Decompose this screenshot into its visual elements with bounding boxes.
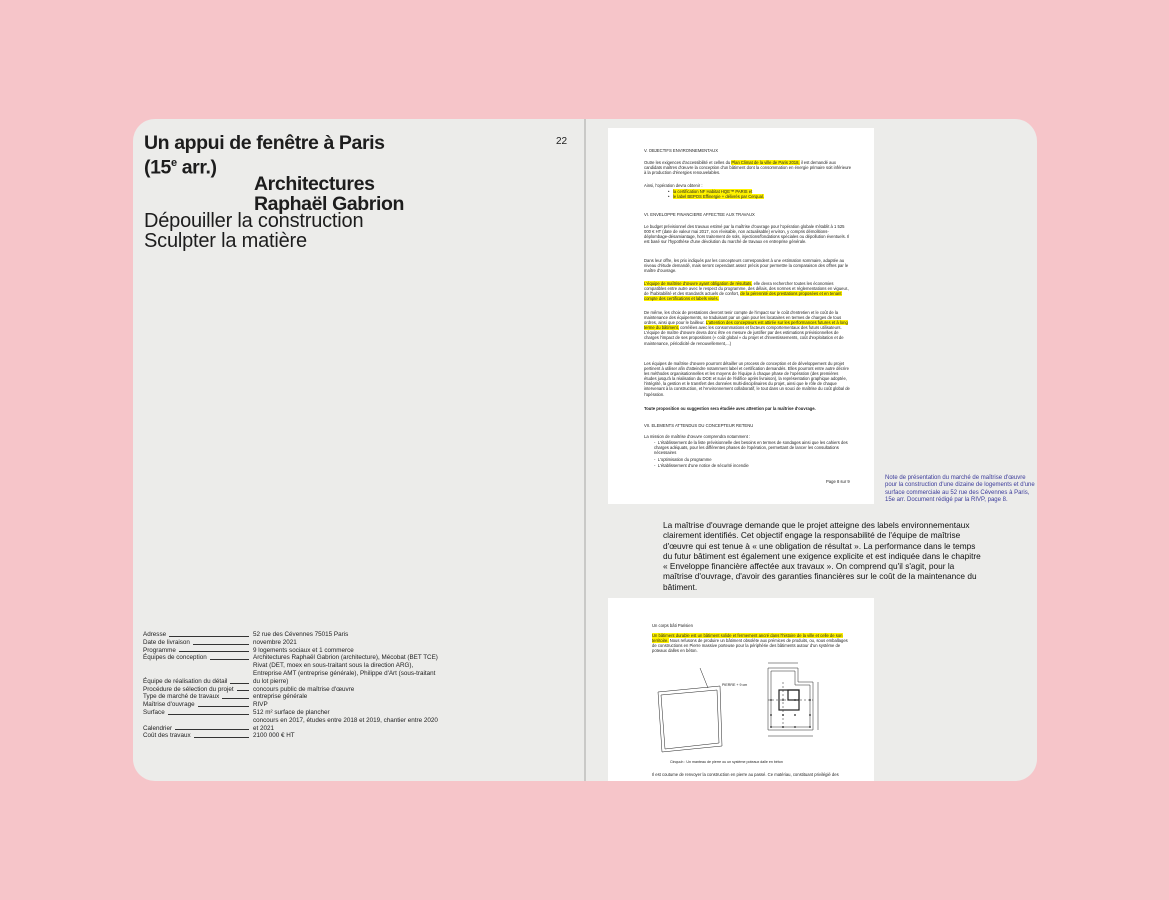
- bullet-item: • le label BEPOS Effinergie + délivrés par Cerqual.: [668, 194, 765, 199]
- spec-label: Calendrier: [143, 724, 173, 732]
- spec-value: 512 m² surface de plancher: [253, 708, 330, 716]
- highlight: L'équipe de maîtrise d'œuvre ayant obligation de résultats,: [644, 281, 753, 286]
- title-line-2-open: (15: [144, 156, 171, 179]
- spec-row: [143, 686, 443, 694]
- spec-value: 2100 000 € HT: [253, 732, 295, 740]
- subtitle-line-1: Dépouiller la construction: [144, 210, 364, 232]
- document-scan-2: [608, 598, 874, 781]
- doc2-paragraph-2: Il est coutume de renvoyer la construction en pierre au passé. Ce matériau, constituant privilégié des: [652, 772, 839, 777]
- title-line-1: Un appui de fenêtre à Paris: [144, 132, 385, 154]
- spec-value: concours public de maîtrise d'œuvre: [253, 685, 355, 693]
- drawing-label: PIERRE + 9 cm: [722, 683, 748, 687]
- book-spread: [133, 119, 1037, 781]
- spec-value: RIVP: [253, 701, 268, 709]
- text-run: il est demandé aux candidats maîtres d'œuvre la conception d'un bâtiment dont la consommation en énergie primaire soit inférieure à la production d'énergies renouvelables.: [644, 160, 852, 176]
- spec-value: concours en 2017, études entre 2018 et 2019, chantier entre 2020 et 2021: [253, 716, 438, 732]
- section-6-paragraph-6: Toute proposition ou suggestion sera étudiée avec attention par la maîtrise d'ouvrage.: [644, 406, 816, 411]
- spec-row: [143, 693, 443, 701]
- document-scan-1: [608, 128, 874, 504]
- spec-label: Surface: [143, 708, 165, 716]
- figure-caption-small: Cinquuh : Un manteau de pierre ou un système poteaux dalle en béton: [670, 760, 783, 764]
- section-5-title: V. OBJECTIFS ENVIRONNEMENTAUX: [644, 148, 718, 153]
- spec-label: Équipes de conception: [143, 654, 207, 662]
- spec-label: Programme: [143, 646, 176, 654]
- spec-label: Procédure de sélection du projet: [143, 685, 234, 693]
- spec-value: 52 rue des Cévennes 75015 Paris: [253, 631, 349, 638]
- spec-row: [143, 639, 443, 647]
- figure-caption: Note de présentation du marché de maîtrise d'œuvre pour la construction d'une dizaine de logements et d'une surface commerciale au 52 rue des Cévennes à Paris, 15e arr. Document rédigé par la RIVP, page 8.: [885, 475, 1035, 504]
- spec-label: Type de marché de travaux: [143, 693, 220, 701]
- spec-row: [143, 732, 443, 740]
- spec-label: Adresse: [143, 631, 167, 638]
- highlight: Un bâtiment durable est un bâtiment solide et fermement ancré dans l'histoire de la ville et celle de son territoire.: [652, 633, 843, 644]
- list-item: - L'établissement de la liste prévisionnelle des besoins en termes de sondages ainsi que les cahiers des charges adéquats, pour les différentes phases de l'opération, permettant de lancer les consultations nécessaires: [654, 440, 848, 456]
- text-run: Outre les exigences d'accessibilité et celles du: [644, 160, 732, 165]
- text-run: corrélées avec les consommations et facteurs comportementaux des futurs utilisateurs. L'équipe de maître d'œuvre devra donc être en mesure de justifier par des estimations prévisionnelles de charges l'impact de ses propositions (« coût global » du projet et d'investissements, coût d'exploitation et de maintenance, périodicité de renouvellement,...): [644, 325, 844, 346]
- bullet-item: • la certification NF Habitat HQE™ PARIS et: [668, 189, 753, 194]
- text-run: elle devra rechercher toutes les économies compatibles entre autre avec le respect du programme, des délais, des normes et réglementations en vigueur., de l'habitabilité et des standards actuels de confort,: [644, 281, 850, 297]
- section-6-title: VI. ENVELOPPE FINANCIERE AFFECTEE AUX TRAVAUX: [644, 212, 755, 217]
- doc2-paragraph: [652, 633, 848, 653]
- section-6-paragraph-3: [644, 281, 852, 301]
- floor-plan-drawing: [648, 660, 848, 756]
- section-6-paragraph-2: Dans leur offre, les prix indiqués par les concepteurs correspondent à une estimation sommaire, adaptée au niveau d'étude demandé, mais seront cependant assez précis pour permettre la comparaison des offres par le maître d'ouvrage.: [644, 258, 849, 274]
- gutter-divider: [584, 119, 586, 781]
- page-number: 22: [556, 136, 568, 147]
- project-specs: [143, 631, 443, 740]
- spec-value: Rivat (DET, moex en sous-traitant sous la direction ARG), Entreprise AMT (entreprise générale), Philippe d'Art (sous-traitant du lot pierre): [253, 662, 436, 685]
- spec-label: Équipe de réalisation du détail: [143, 677, 228, 685]
- spec-value: 9 logements sociaux et 1 commerce: [253, 646, 354, 654]
- spec-value: novembre 2021: [253, 638, 297, 646]
- architect-name: [254, 174, 404, 214]
- section-5-paragraph: [644, 160, 852, 175]
- section-7-title: VII. ELEMENTS ATTENDUS DU CONCEPTEUR RETENU: [644, 423, 754, 428]
- text-run: De même, les choix de prestations devront tenir compte de l'impact sur le coût d'entretien et le coût de la maintenance des équipements, se traduisant par un gain pour les locataires en termes de charges de tous ordres, ainsi que pour le bailleur.: [644, 310, 842, 326]
- spec-label: Maîtrise d'ouvrage: [143, 701, 195, 709]
- section-5-intro: Ainsi, l'opération devra obtenir :: [644, 183, 703, 188]
- section-6-paragraph-5: Les équipes de maîtrise d'œuvre pourront détailler un process de conception et de développement du projet pertinent à utiliser afin d'atteindre notamment label et certification demandés. Elles pourront entre autre décrire les méthodes organisationnelles et les moyens de l'équipe à chaque phase de l'opération (des premières études jusqu'à la réalisation du DOE et suivi de l'édifice après livraison), la représentation graphique adoptée, l'intégrité, la gestion et le transfert des données multi-disciplinaires du projet, ainsi que le rôle de chaque intervenant à la construction, et l'environnement collaboratif, le tout dans un souci de maîtrise du coût global de l'opération.: [644, 361, 850, 397]
- highlight: le label BEPOS Effinergie + délivrés par Cerqual.: [672, 194, 765, 199]
- spec-row: [143, 717, 443, 733]
- highlight: Plan Climat de la ville de Paris 2018,: [731, 160, 800, 165]
- list-item: - L'optimisation du programme: [654, 457, 712, 462]
- spec-row: [143, 654, 443, 662]
- highlight: L'attention des concepteurs est attirée sur les performances futures et à long terme du bâtiment,: [644, 320, 848, 331]
- spec-label: Coût des travaux: [143, 732, 191, 740]
- spec-row: [143, 701, 443, 709]
- architect-line-1: Architectures: [254, 173, 375, 195]
- list-item: - L'établissement d'une notice de sécurité incendie: [654, 463, 749, 468]
- spec-value: Architectures Raphaël Gabrion (architecture), Mécobat (BET TCE): [253, 654, 438, 662]
- spec-label: Date de livraison: [143, 638, 190, 646]
- subtitle-line-2: Sculpter la matière: [144, 230, 307, 252]
- spec-row: [143, 631, 443, 639]
- section-7-intro: La mission de maîtrise d'œuvre comprendra notamment :: [644, 434, 751, 439]
- spec-row: [143, 709, 443, 717]
- list-item-text: L'établissement de la liste prévisionnelle des besoins en termes de sondages ainsi que les cahiers des charges adéquats, pour les différentes phases de l'opération, permettant de lancer les consultations nécessaires: [654, 440, 848, 456]
- highlight: de la pérennité des prestations proposées et en tenant compte des certifications et labels visés.: [644, 291, 842, 302]
- list-item-text: L'établissement d'une notice de sécurité incendie: [657, 463, 749, 468]
- body-paragraph: La maîtrise d'ouvrage demande que le projet atteigne des labels environnementaux clairement identifiés. Cet objectif engage la responsabilité de l'équipe de maîtrise d'œuvre qui est tenue à « une obligation de résultat ». La performance dans le temps du futur bâtiment est également une exigence explicite et est indiquée dans le chapitre « Enveloppe financière affectée aux travaux ». On comprend qu'il s'agit, pour la maîtrise d'ouvrage, d'avoir des garanties financières sur le coût de la maintenance du bâtiment.: [663, 520, 981, 592]
- text-run: Nous refusons de produire un bâtiment obsolète aux prémices de produits, ou, sous emballages de constructions en Pierre massive porteuse pour la périphérie des bâtiments autour d'un système de poteaux dalles en béton.: [652, 638, 848, 654]
- title-line-2-sup: e: [170, 157, 177, 169]
- page-subtitle: [144, 211, 363, 251]
- section-6-paragraph-1: Le budget prévisionnel des travaux estimé par la maîtrise d'ouvrage pour l'opération globale s'établit à 1 525 000 € HT (date de valeur mai 2017, non révisable, non actualisable) environ, y compris démolitions-déplombage-désamiantage, hors traitement de sols, injections/fondations spéciales ou dépollution éventuels. Il est basé sur l'hypothèse d'une dévolution du marché de travaux en entreprise générale.: [644, 224, 850, 245]
- page-title: [144, 133, 385, 178]
- spec-value: entreprise générale: [253, 693, 308, 701]
- list-item-text: L'optimisation du programme: [657, 457, 712, 462]
- document-footer: Page 8 sur 9: [826, 479, 850, 484]
- architect-line-2: Raphaël Gabrion: [254, 193, 405, 215]
- doc2-heading: Un corps bâti Parisien: [652, 623, 693, 628]
- spec-row: [143, 662, 443, 685]
- section-6-paragraph-4: [644, 310, 852, 346]
- highlight: la certification NF Habitat HQE™ PARIS et: [672, 189, 753, 194]
- title-line-2-close: arr.): [176, 156, 217, 179]
